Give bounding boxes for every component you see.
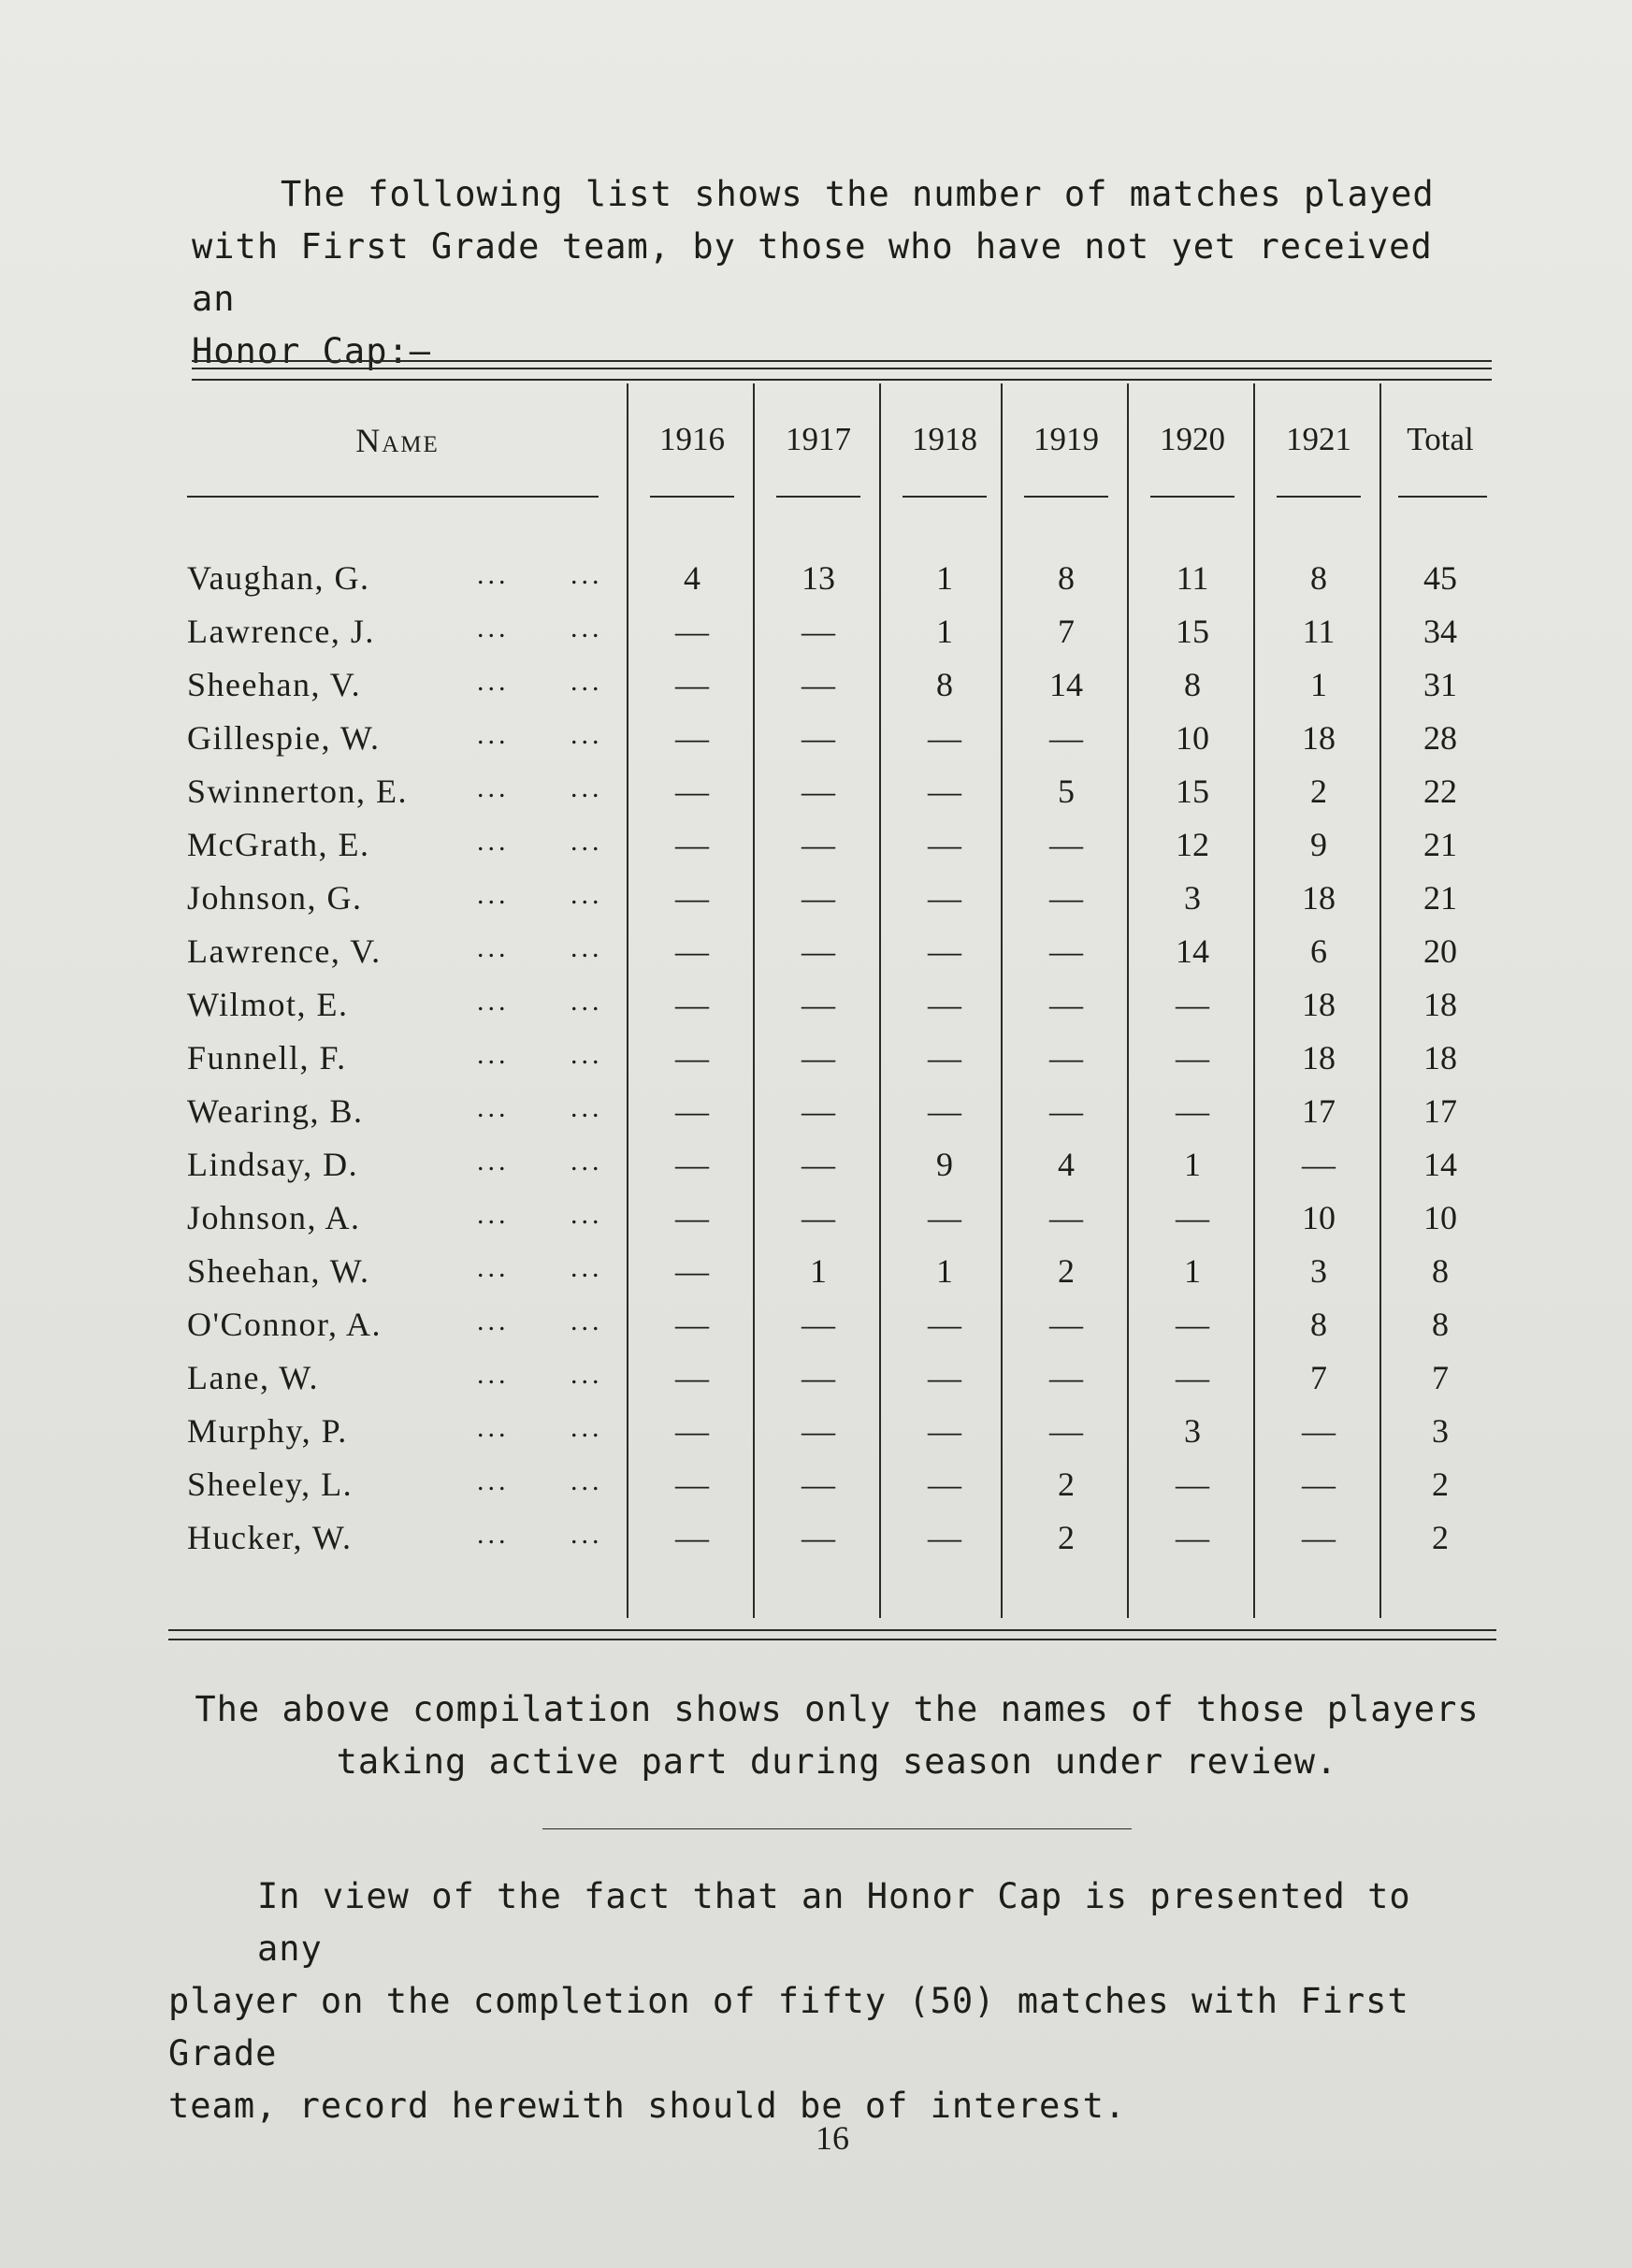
year-cell: — <box>802 773 835 810</box>
year-cell: 18 <box>1302 986 1336 1023</box>
year-cell: 8 <box>1310 559 1327 597</box>
player-name: Wilmot, E. <box>187 986 349 1023</box>
header-underline-1919 <box>1024 496 1108 498</box>
leader-dots: ... <box>570 826 603 857</box>
total-cell: 14 <box>1423 1146 1457 1183</box>
year-cell: — <box>1049 1039 1083 1076</box>
leader-dots: ... <box>570 986 603 1017</box>
year-cell: 7 <box>1310 1359 1327 1396</box>
table-row <box>168 978 1496 1032</box>
note-line-2: taking active part during season under review. <box>336 1741 1338 1782</box>
total-cell: 45 <box>1423 559 1457 597</box>
leader-dots: ... <box>477 1039 510 1070</box>
total-cell: 21 <box>1423 879 1457 917</box>
year-cell: — <box>675 719 709 757</box>
year-cell: — <box>1049 826 1083 863</box>
player-name: Lane, W. <box>187 1359 319 1396</box>
year-cell: 14 <box>1049 666 1083 703</box>
bottom-rule-2 <box>168 1639 1496 1640</box>
year-cell: — <box>928 1039 961 1076</box>
header-underline-name <box>187 496 599 498</box>
year-cell: 3 <box>1184 879 1201 917</box>
total-cell: 3 <box>1432 1412 1449 1450</box>
year-cell: — <box>802 1199 835 1236</box>
table-row <box>168 1032 1496 1085</box>
player-name: Lindsay, D. <box>187 1146 359 1183</box>
compilation-note <box>173 1683 1501 1788</box>
year-cell: — <box>928 932 961 970</box>
header-1921: 1921 <box>1286 421 1351 457</box>
year-cell: — <box>675 1466 709 1503</box>
year-cell: 8 <box>1184 666 1201 703</box>
header-1916: 1916 <box>659 421 725 457</box>
leader-dots: ... <box>570 932 603 963</box>
separator-rule <box>542 1828 1132 1829</box>
total-cell: 7 <box>1432 1359 1449 1396</box>
year-cell: — <box>1176 1306 1209 1343</box>
year-cell: 11 <box>1176 559 1209 597</box>
year-cell: 3 <box>1184 1412 1201 1450</box>
year-cell: — <box>1302 1466 1336 1503</box>
closing-line-2: player on the completion of fifty (50) matches with First Grade <box>168 1981 1409 2073</box>
player-name: Wearing, B. <box>187 1092 364 1130</box>
total-cell: 2 <box>1432 1466 1449 1503</box>
year-cell: — <box>928 773 961 810</box>
header-underline-1921 <box>1277 496 1361 498</box>
total-cell: 20 <box>1423 932 1457 970</box>
leader-dots: ... <box>477 1519 510 1550</box>
year-cell: — <box>1049 1199 1083 1236</box>
year-cell: — <box>802 613 835 650</box>
year-cell: — <box>1302 1519 1336 1556</box>
year-cell: 11 <box>1302 613 1336 650</box>
year-cell: — <box>802 1146 835 1183</box>
year-cell: — <box>802 1519 835 1556</box>
leader-dots: ... <box>570 1252 603 1283</box>
total-cell: 10 <box>1423 1199 1457 1236</box>
year-cell: — <box>802 1039 835 1076</box>
year-cell: — <box>1049 1412 1083 1450</box>
leader-dots: ... <box>570 1306 603 1336</box>
year-cell: 8 <box>1058 559 1075 597</box>
year-cell: — <box>675 1146 709 1183</box>
year-cell: 17 <box>1302 1092 1336 1130</box>
leader-dots: ... <box>570 1466 603 1496</box>
year-cell: — <box>1049 1092 1083 1130</box>
table-row <box>168 818 1496 872</box>
year-cell: — <box>928 1519 961 1556</box>
year-cell: — <box>1049 932 1083 970</box>
year-cell: — <box>1176 986 1209 1023</box>
leader-dots: ... <box>477 613 510 643</box>
total-cell: 31 <box>1423 666 1457 703</box>
year-cell: — <box>1049 1359 1083 1396</box>
top-rule-2 <box>192 368 1492 369</box>
year-cell: 1 <box>936 613 953 650</box>
player-name: Johnson, A. <box>187 1199 361 1236</box>
year-cell: — <box>675 613 709 650</box>
year-cell: 6 <box>1310 932 1327 970</box>
year-cell: 18 <box>1302 879 1336 917</box>
leader-dots: ... <box>477 1199 510 1230</box>
year-cell: 9 <box>1310 826 1327 863</box>
total-cell: 34 <box>1423 613 1457 650</box>
year-cell: 2 <box>1310 773 1327 810</box>
leader-dots: ... <box>570 613 603 643</box>
leader-dots: ... <box>477 1412 510 1443</box>
table-row <box>168 1298 1496 1351</box>
year-cell: — <box>1176 1039 1209 1076</box>
matches-table <box>168 383 1496 1637</box>
year-cell: — <box>1176 1359 1209 1396</box>
leader-dots: ... <box>570 1146 603 1177</box>
year-cell: — <box>802 1412 835 1450</box>
table-row <box>168 1085 1496 1138</box>
year-cell: — <box>675 1306 709 1343</box>
year-cell: — <box>675 1412 709 1450</box>
year-cell: — <box>675 879 709 917</box>
total-cell: 21 <box>1423 826 1457 863</box>
page-number: 16 <box>816 2119 849 2157</box>
year-cell: — <box>802 879 835 917</box>
table-row <box>168 1458 1496 1511</box>
table-row <box>168 1138 1496 1192</box>
header-underline-total <box>1398 496 1487 498</box>
header-underline-1917 <box>776 496 860 498</box>
year-cell: — <box>802 932 835 970</box>
intro-line-2: with First Grade team, by those who have not yet received an <box>192 226 1433 319</box>
year-cell: 15 <box>1176 773 1209 810</box>
leader-dots: ... <box>477 986 510 1017</box>
leader-dots: ... <box>570 719 603 750</box>
bottom-rule-1 <box>168 1629 1496 1631</box>
year-cell: — <box>928 1306 961 1343</box>
leader-dots: ... <box>477 666 510 697</box>
year-cell: 4 <box>684 559 700 597</box>
year-cell: — <box>802 1092 835 1130</box>
year-cell: — <box>675 666 709 703</box>
year-cell: 4 <box>1058 1146 1075 1183</box>
year-cell: — <box>928 1199 961 1236</box>
year-cell: — <box>928 1092 961 1130</box>
player-name: Funnell, F. <box>187 1039 347 1076</box>
year-cell: — <box>1302 1412 1336 1450</box>
year-cell: — <box>1176 1519 1209 1556</box>
closing-line-1: In view of the fact that an Honor Cap is presented to any <box>257 1876 1411 1969</box>
total-cell: 18 <box>1423 986 1457 1023</box>
year-cell: — <box>675 773 709 810</box>
leader-dots: ... <box>570 1519 603 1550</box>
year-cell: — <box>928 1412 961 1450</box>
total-cell: 28 <box>1423 719 1457 757</box>
year-cell: 15 <box>1176 613 1209 650</box>
table-row <box>168 1351 1496 1405</box>
intro-paragraph <box>192 168 1492 378</box>
table-row <box>168 872 1496 925</box>
player-name: Vaughan, G. <box>187 559 370 597</box>
player-name: Lawrence, J. <box>187 613 375 650</box>
table-row <box>168 658 1496 712</box>
player-name: Gillespie, W. <box>187 719 381 757</box>
leader-dots: ... <box>570 1039 603 1070</box>
year-cell: — <box>675 986 709 1023</box>
year-cell: 8 <box>936 666 953 703</box>
leader-dots: ... <box>570 666 603 697</box>
total-cell: 8 <box>1432 1252 1449 1290</box>
leader-dots: ... <box>477 559 510 590</box>
year-cell: — <box>675 1519 709 1556</box>
closing-line-3: team, record herewith should be of interest. <box>168 2086 1127 2126</box>
leader-dots: ... <box>570 773 603 803</box>
leader-dots: ... <box>477 1146 510 1177</box>
leader-dots: ... <box>477 719 510 750</box>
year-cell: — <box>802 719 835 757</box>
table-row <box>168 1192 1496 1245</box>
leader-dots: ... <box>570 879 603 910</box>
table-row <box>168 765 1496 818</box>
year-cell: 14 <box>1176 932 1209 970</box>
top-rule-3 <box>192 379 1492 381</box>
leader-dots: ... <box>570 1199 603 1230</box>
total-cell: 8 <box>1432 1306 1449 1343</box>
leader-dots: ... <box>477 1092 510 1123</box>
header-1920: 1920 <box>1160 421 1225 457</box>
year-cell: — <box>802 1466 835 1503</box>
header-total: Total <box>1407 421 1474 457</box>
leader-dots: ... <box>477 932 510 963</box>
player-name: McGrath, E. <box>187 826 370 863</box>
leader-dots: ... <box>477 826 510 857</box>
header-1919: 1919 <box>1033 421 1099 457</box>
year-cell: — <box>675 932 709 970</box>
year-cell: — <box>1049 1306 1083 1343</box>
year-cell: — <box>802 986 835 1023</box>
total-cell: 18 <box>1423 1039 1457 1076</box>
table-row <box>168 1511 1496 1565</box>
year-cell: — <box>1176 1466 1209 1503</box>
leader-dots: ... <box>477 1306 510 1336</box>
year-cell: 10 <box>1302 1199 1336 1236</box>
year-cell: 1 <box>936 559 953 597</box>
year-cell: — <box>675 1359 709 1396</box>
year-cell: — <box>802 1306 835 1343</box>
leader-dots: ... <box>570 1092 603 1123</box>
year-cell: 2 <box>1058 1519 1075 1556</box>
year-cell: — <box>1049 986 1083 1023</box>
year-cell: — <box>1302 1146 1336 1183</box>
year-cell: 7 <box>1058 613 1075 650</box>
year-cell: — <box>1176 1199 1209 1236</box>
top-rule-1 <box>192 360 1492 362</box>
year-cell: 1 <box>1184 1252 1201 1290</box>
leader-dots: ... <box>477 1466 510 1496</box>
header-1918: 1918 <box>912 421 977 457</box>
header-name: Name <box>355 422 440 459</box>
header-1917: 1917 <box>786 421 851 457</box>
table-row <box>168 1245 1496 1298</box>
table-row <box>168 552 1496 605</box>
leader-dots: ... <box>477 1359 510 1390</box>
year-cell: — <box>928 719 961 757</box>
year-cell: 18 <box>1302 1039 1336 1076</box>
total-cell: 2 <box>1432 1519 1449 1556</box>
year-cell: — <box>675 1092 709 1130</box>
year-cell: — <box>1049 879 1083 917</box>
year-cell: 3 <box>1310 1252 1327 1290</box>
player-name: Johnson, G. <box>187 879 363 917</box>
leader-dots: ... <box>477 1252 510 1283</box>
year-cell: 1 <box>936 1252 953 1290</box>
year-cell: 1 <box>1184 1146 1201 1183</box>
year-cell: — <box>928 986 961 1023</box>
player-name: Swinnerton, E. <box>187 773 408 810</box>
total-cell: 22 <box>1423 773 1457 810</box>
player-name: Sheehan, V. <box>187 666 362 703</box>
leader-dots: ... <box>570 1412 603 1443</box>
year-cell: 5 <box>1058 773 1075 810</box>
year-cell: — <box>802 666 835 703</box>
total-cell: 17 <box>1423 1092 1457 1130</box>
leader-dots: ... <box>477 879 510 910</box>
table-row <box>168 605 1496 658</box>
year-cell: — <box>928 826 961 863</box>
year-cell: 2 <box>1058 1466 1075 1503</box>
header-underline-1916 <box>650 496 734 498</box>
year-cell: 13 <box>802 559 835 597</box>
player-name: O'Connor, A. <box>187 1306 383 1343</box>
table-row <box>168 1405 1496 1458</box>
table-row <box>168 712 1496 765</box>
year-cell: 8 <box>1310 1306 1327 1343</box>
year-cell: 10 <box>1176 719 1209 757</box>
year-cell: 9 <box>936 1146 953 1183</box>
note-line-1: The above compilation shows only the names of those players <box>195 1689 1480 1729</box>
year-cell: — <box>1049 719 1083 757</box>
year-cell: 18 <box>1302 719 1336 757</box>
year-cell: 1 <box>1310 666 1327 703</box>
year-cell: 1 <box>810 1252 827 1290</box>
year-cell: — <box>928 1359 961 1396</box>
year-cell: — <box>928 879 961 917</box>
player-name: Sheehan, W. <box>187 1252 370 1290</box>
year-cell: — <box>675 1252 709 1290</box>
year-cell: — <box>802 1359 835 1396</box>
year-cell: 2 <box>1058 1252 1075 1290</box>
player-name: Lawrence, V. <box>187 932 382 970</box>
year-cell: — <box>675 1199 709 1236</box>
player-name: Murphy, P. <box>187 1412 348 1450</box>
leader-dots: ... <box>477 773 510 803</box>
table-row <box>168 925 1496 978</box>
leader-dots: ... <box>570 1359 603 1390</box>
header-underline-1918 <box>903 496 987 498</box>
year-cell: — <box>802 826 835 863</box>
year-cell: — <box>675 1039 709 1076</box>
intro-line-1: The following list shows the number of matches played <box>281 174 1435 214</box>
leader-dots: ... <box>570 559 603 590</box>
year-cell: — <box>675 826 709 863</box>
closing-paragraph <box>168 1871 1496 2132</box>
player-name: Sheeley, L. <box>187 1466 354 1503</box>
header-underline-1920 <box>1150 496 1235 498</box>
year-cell: — <box>1176 1092 1209 1130</box>
year-cell: 12 <box>1176 826 1209 863</box>
intro-line-3: Honor Cap:— <box>192 331 432 371</box>
player-name: Hucker, W. <box>187 1519 353 1556</box>
year-cell: — <box>928 1466 961 1503</box>
